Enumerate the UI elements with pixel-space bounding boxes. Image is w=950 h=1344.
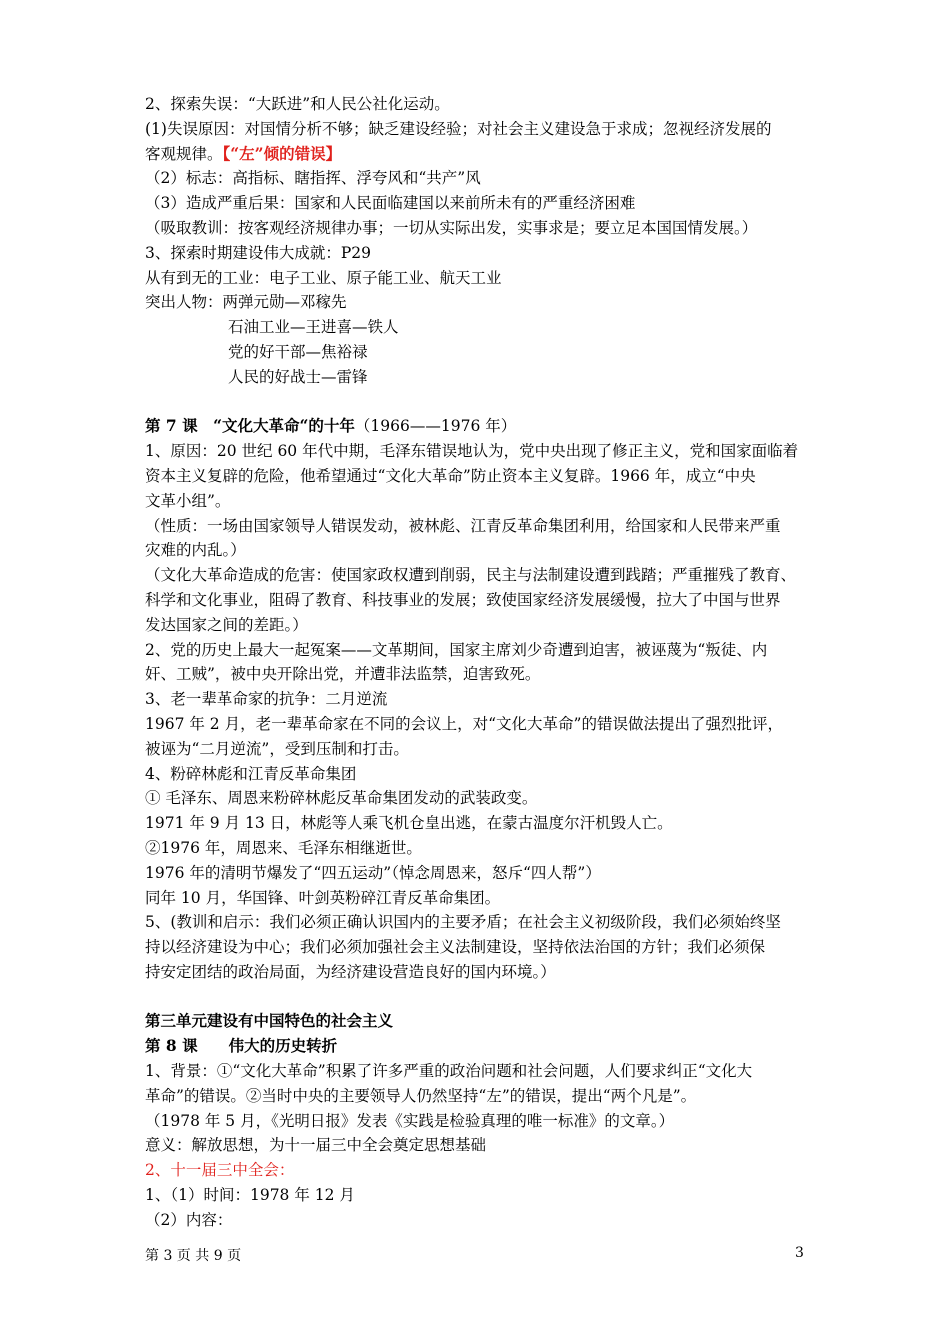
text-line: 人民的好战士—雷锋 <box>228 367 368 386</box>
text-line: 1、（1）时间：1978 年 12 月 <box>145 1186 355 1205</box>
text-line: 1971 年 9 月 13 日，林彪等人乘飞机仓皇出逃，在蒙古温度尔汗机毁人亡。 <box>145 814 673 833</box>
document-body <box>145 92 817 1233</box>
text-line: ②1976 年，周恩来、毛泽东相继逝世。 <box>145 838 422 857</box>
text-line: 客观规律。【“左”倾的错误】 <box>145 143 342 163</box>
text-line: 突出人物：两弹元勋—邓稼先 <box>145 293 347 312</box>
text-line: 石油工业—王进喜—铁人 <box>228 318 399 337</box>
spacer <box>145 985 817 1010</box>
text-line: 持以经济建设为中心；我们必须加强社会主义法制建设，坚持依法治国的方针；我们必须保 <box>145 938 766 957</box>
text-line: 意义：解放思想，为十一届三中全会奠定思想基础 <box>145 1136 487 1155</box>
text-line: 1976 年的清明节爆发了“四五运动”（悼念周恩来，怒斥“四人帮”） <box>145 863 601 882</box>
page-info: 第 3 页 共 9 页 <box>145 1248 242 1264</box>
text-line: 从有到无的工业：电子工业、原子能工业、航天工业 <box>145 268 502 287</box>
text-line: 5、(教训和启示：我们必须正确认识国内的主要矛盾；在社会主义初级阶段，我们必须始终坚 <box>145 913 781 932</box>
text-line: 被诬为“二月逆流”，受到压制和打击。 <box>145 739 409 758</box>
text-line: （吸取教训：按客观经济规律办事；一切从实际出发，实事求是；要立足本国国情发展。） <box>145 218 758 237</box>
spacer <box>145 390 817 415</box>
text-line: 发达国家之间的差距。） <box>145 615 308 634</box>
text-line: （3）造成严重后果：国家和人民面临建国以来前所未有的严重经济困难 <box>145 194 636 213</box>
page-number: 3 <box>795 1245 804 1261</box>
text-line: （2）内容： <box>145 1210 233 1229</box>
text-line: 3、探索时期建设伟大成就：P29 <box>145 243 372 262</box>
text-line: 持安定团结的政治局面，为经济建设营造良好的国内环境。） <box>145 962 556 981</box>
text-line: （性质：一场由国家领导人错误发动，被林彪、江青反革命集团利用，给国家和人民带来严重 <box>145 516 781 535</box>
text-line: 灾难的内乱。） <box>145 541 246 560</box>
text-line: 资本主义复辟的危险，他希望通过“文化大革命”防止资本主义复辟。1966 年，成立“中央 <box>145 466 756 485</box>
text-line: 革命”的错误。②当时中央的主要领导人仍然坚持“左”的错误，提出“两个凡是”。 <box>145 1086 697 1105</box>
text-line: （1978 年 5 月，《光明日报》发表《实践是检验真理的唯一标准》的文章。） <box>145 1111 675 1130</box>
third-plenum-heading: 2、十一届三中全会： <box>145 1161 295 1180</box>
text-line: 科学和文化事业，阻碍了教育、科技事业的发展；致使国家经济发展缓慢，拉大了中国与世界 <box>145 590 781 609</box>
text-line: 奸、工贼”，被中央开除出党，并遭非法监禁，迫害致死。 <box>145 665 541 684</box>
text-line: （文化大革命造成的危害：使国家政权遭到削弱，民主与法制建设遭到践踏；严重摧残了教育、 <box>145 566 797 585</box>
text-line: ① 毛泽东、周恩来粉碎林彪反革命集团发动的武装政变。 <box>145 789 538 808</box>
unit-3-heading: 第三单元建设有中国特色的社会主义 <box>145 1011 394 1031</box>
text-line: (1)失误原因：对国情分析不够；缺乏建设经验；对社会主义建设急于求成；忽视经济发展的 <box>145 119 772 138</box>
text-line: 4、粉碎林彪和江青反革命集团 <box>145 764 357 783</box>
highlight-left-error: 【“左”倾的错误】 <box>222 143 342 163</box>
text-line: 2、党的历史上最大一起冤案——文革期间，国家主席刘少奇遭到迫害，被诬蔑为“叛徒、内 <box>145 640 768 659</box>
text-line: 2、探索失误：“大跃进”和人民公社化运动。 <box>145 95 450 113</box>
lesson-7-heading: 第 7 课 “文化大革命“的十年（1966——1976 年） <box>145 416 517 436</box>
text-line: 1、原因：20 世纪 60 年代中期，毛泽东错误地认为，党中央出现了修正主义，党和国家面临着 <box>145 442 799 461</box>
text-line: 1967 年 2 月，老一辈革命家在不同的会议上，对“文化大革命”的错误做法提出了强烈批评， <box>145 714 783 733</box>
text-line: 党的好干部—焦裕禄 <box>228 342 368 361</box>
text-line: 同年 10 月，华国锋、叶剑英粉碎江青反革命集团。 <box>145 888 501 907</box>
lesson-8-heading: 第 8 课 伟大的历史转折 <box>145 1036 338 1056</box>
text-line: 文革小组”。 <box>145 491 231 510</box>
text-line: （2）标志：高指标、瞎指挥、浮夸风和“共产”风 <box>145 169 481 188</box>
text-line: 3、老一辈革命家的抗争：二月逆流 <box>145 690 388 709</box>
text-line: 1、背景：①“文化大革命”积累了许多严重的政治问题和社会问题，人们要求纠正“文化大 <box>145 1062 753 1081</box>
